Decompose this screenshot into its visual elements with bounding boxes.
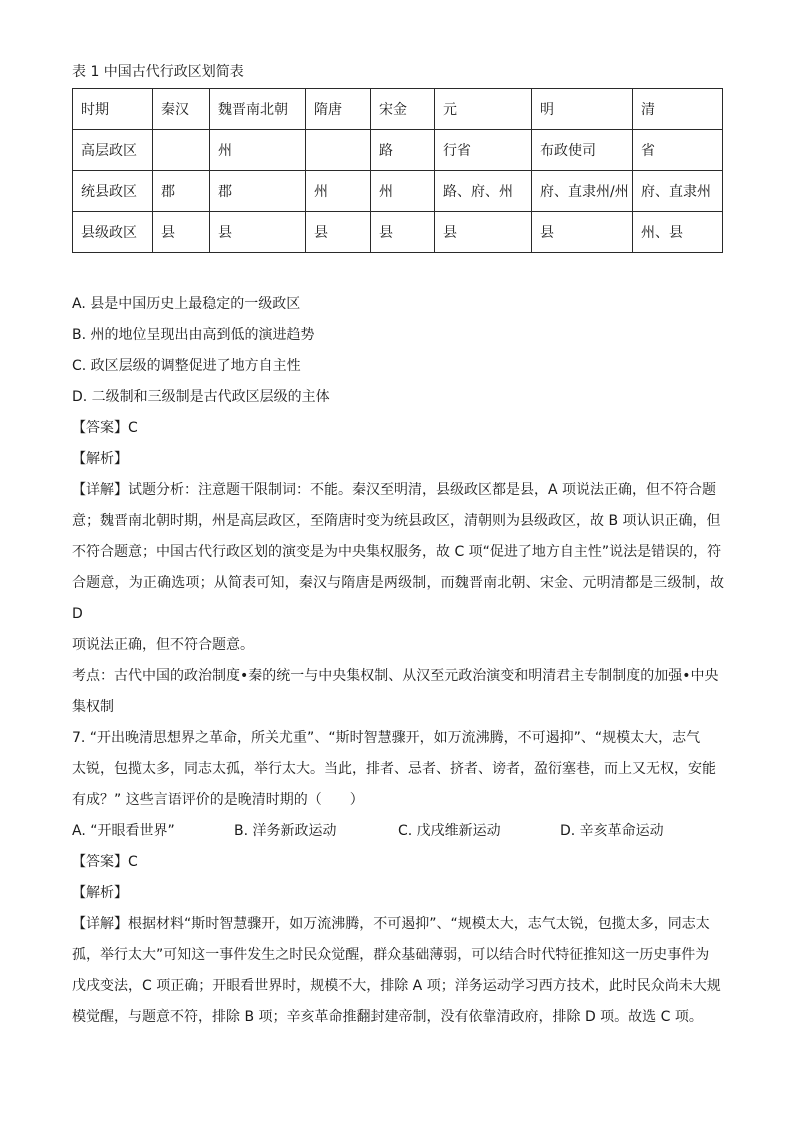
table-cell: 县 — [532, 212, 633, 253]
option-b: B. 州的地位呈现出由高到低的演进趋势 — [72, 327, 315, 343]
table-cell: 县 — [306, 212, 371, 253]
admin-division-table — [72, 88, 723, 253]
option-c: C. 政区层级的调整促进了地方自主性 — [72, 358, 301, 374]
q6-kaodian — [72, 661, 724, 723]
question-7-options — [72, 816, 724, 847]
detail-line: 不符合题意；中国古代行政区划的演变是为中央集权服务，故 C 项“促进了地方自主性”说法是错误的，符 — [72, 544, 722, 560]
table-cell: 州、县 — [633, 212, 723, 253]
document-page — [72, 62, 724, 1033]
table-row — [73, 212, 723, 253]
table-cell: 州 — [306, 171, 371, 212]
table-cell: 布政使司 — [532, 130, 633, 171]
stem-line: 太锐，包揽太多，同志太孤，举行太大。当此，排者、忌者、挤者、谤者，盈衍塞巷，而上又无权，安能 — [72, 761, 716, 777]
table-cell — [153, 130, 210, 171]
table-cell: 府、直隶州 — [633, 171, 723, 212]
table-cell: 行省 — [435, 130, 532, 171]
detail-line: 意；魏晋南北朝时期，州是高层政区，至隋唐时变为统县政区，清朝则为县级政区，故 B 项认识正确，但 — [72, 513, 721, 529]
detail-line: 【详解】试题分析：注意题干限制词：不能。秦汉至明清，县级政区都是县，A 项说法正确，但不符合题 — [72, 482, 717, 498]
table-row — [73, 89, 723, 130]
q6-detail — [72, 475, 724, 661]
detail-line: 戊戌变法，C 项正确；开眼看世界时，规模不大，排除 A 项；洋务运动学习西方技术，此时民众尚未大规 — [72, 978, 721, 994]
table-cell: 秦汉 — [153, 89, 210, 130]
table-cell: 县 — [435, 212, 532, 253]
question-6-options — [72, 289, 724, 413]
table-cell: 路、府、州 — [435, 171, 532, 212]
table-cell: 元 — [435, 89, 532, 130]
table-cell: 魏晋南北朝 — [210, 89, 306, 130]
table-cell: 明 — [532, 89, 633, 130]
stem-line: 有成？” 这些言语评价的是晚清时期的（ ） — [72, 792, 364, 808]
table-cell: 郡 — [153, 171, 210, 212]
detail-line: 模觉醒，与题意不符，排除 B 项；辛亥革命推翻封建帝制，没有依靠清政府，排除 D 项。故选 C 项。 — [72, 1009, 703, 1025]
option-c: C. 戊戌维新运动 — [398, 823, 501, 839]
detail-line: 孤，举行太大”可知这一事件发生之时民众觉醒，群众基础薄弱，可以结合时代特征推知这一历史事件为 — [72, 947, 710, 963]
table-cell: 州 — [210, 130, 306, 171]
answer-label: 【答案】C — [72, 854, 138, 870]
table-cell: 县 — [371, 212, 435, 253]
table-cell: 隋唐 — [306, 89, 371, 130]
table-caption: 表 1 中国古代行政区划简表 — [72, 64, 244, 80]
option-a: A. 县是中国历史上最稳定的一级政区 — [72, 296, 301, 312]
table-cell: 宋金 — [371, 89, 435, 130]
table-cell: 州 — [371, 171, 435, 212]
stem-line: 7. “开出晚清思想界之革命，所关尤重”、“斯时智慧骤开，如万流沸腾，不可遏抑”、“规模太大，志气 — [72, 730, 701, 746]
option-b: B. 洋务新政运动 — [234, 823, 337, 839]
table-cell: 府、直隶州/州 — [532, 171, 633, 212]
analysis-label: 【解析】 — [72, 451, 128, 467]
table-cell: 清 — [633, 89, 723, 130]
table-cell: 省 — [633, 130, 723, 171]
kaodian-line: 集权制 — [72, 699, 114, 715]
table-cell: 郡 — [210, 171, 306, 212]
option-d: D. 辛亥革命运动 — [560, 823, 664, 839]
table-cell: 路 — [371, 130, 435, 171]
detail-line: 项说法正确，但不符合题意。 — [72, 637, 254, 653]
table-cell: 县 — [153, 212, 210, 253]
option-a: A. “开眼看世界” — [72, 823, 175, 839]
q7-detail — [72, 909, 724, 1033]
table-cell: 统县政区 — [73, 171, 153, 212]
table-cell: 高层政区 — [73, 130, 153, 171]
table-cell — [306, 130, 371, 171]
table-cell: 县级政区 — [73, 212, 153, 253]
detail-line: 【详解】根据材料“斯时智慧骤开，如万流沸腾，不可遏抑”、“规模太大，志气太锐，包揽太多，同志太 — [72, 916, 710, 932]
table-cell: 时期 — [73, 89, 153, 130]
table-row — [73, 130, 723, 171]
table-cell: 县 — [210, 212, 306, 253]
question-7-stem — [72, 723, 724, 816]
detail-line: 合题意，为正确选项；从简表可知，秦汉与隋唐是两级制，而魏晋南北朝、宋金、元明清都是三级制，故 D — [72, 575, 724, 622]
table-row — [73, 171, 723, 212]
answer-label: 【答案】C — [72, 420, 138, 436]
analysis-label: 【解析】 — [72, 885, 128, 901]
kaodian-line: 考点：古代中国的政治制度•秦的统一与中央集权制、从汉至元政治演变和明清君主专制制度的加强•中央 — [72, 668, 719, 684]
option-d: D. 二级制和三级制是古代政区层级的主体 — [72, 389, 330, 405]
